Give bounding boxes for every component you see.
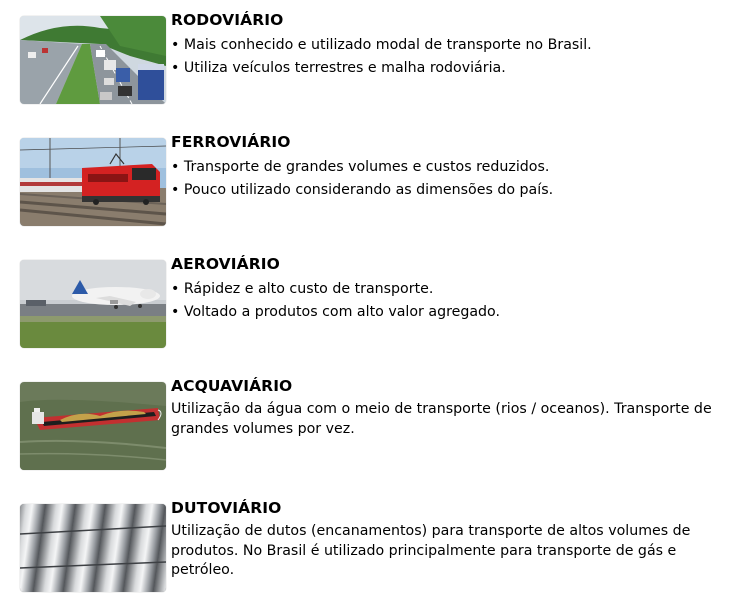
highway-traffic-image	[20, 16, 166, 104]
section-title: FERROVIÁRIO	[171, 133, 291, 151]
section-paragraph: Utilização da água com o meio de transporte (rios / oceanos). Transporte de grandes volumes por vez.	[171, 401, 712, 437]
bullet-list	[171, 156, 725, 202]
bullet-list	[171, 278, 725, 324]
bullet-item: • Utiliza veículos terrestres e malha rodoviária.	[171, 57, 725, 80]
red-train-image	[20, 138, 166, 226]
section-title: RODOVIÁRIO	[171, 11, 284, 29]
bullet-item: • Mais conhecido e utilizado modal de transporte no Brasil.	[171, 34, 725, 57]
section-title: DUTOVIÁRIO	[171, 499, 282, 517]
bullet-item: • Transporte de grandes volumes e custos reduzidos.	[171, 156, 725, 179]
bullet-list	[171, 34, 725, 80]
bullet-item: • Pouco utilizado considerando as dimensões do país.	[171, 179, 725, 202]
section-title: AEROVIÁRIO	[171, 255, 280, 273]
section-title: ACQUAVIÁRIO	[171, 377, 293, 395]
bullet-item: • Rápidez e alto custo de transporte.	[171, 278, 725, 301]
section-paragraph: Utilização de dutos (encanamentos) para transporte de altos volumes de produtos. No Brasil é utilizado principalmente para transporte de gás e petróleo.	[171, 523, 691, 578]
cargo-airplane-image	[20, 260, 166, 348]
pipelines-image	[20, 504, 166, 592]
bullet-item: • Voltado a produtos com alto valor agregado.	[171, 301, 725, 324]
cargo-barge-image	[20, 382, 166, 470]
